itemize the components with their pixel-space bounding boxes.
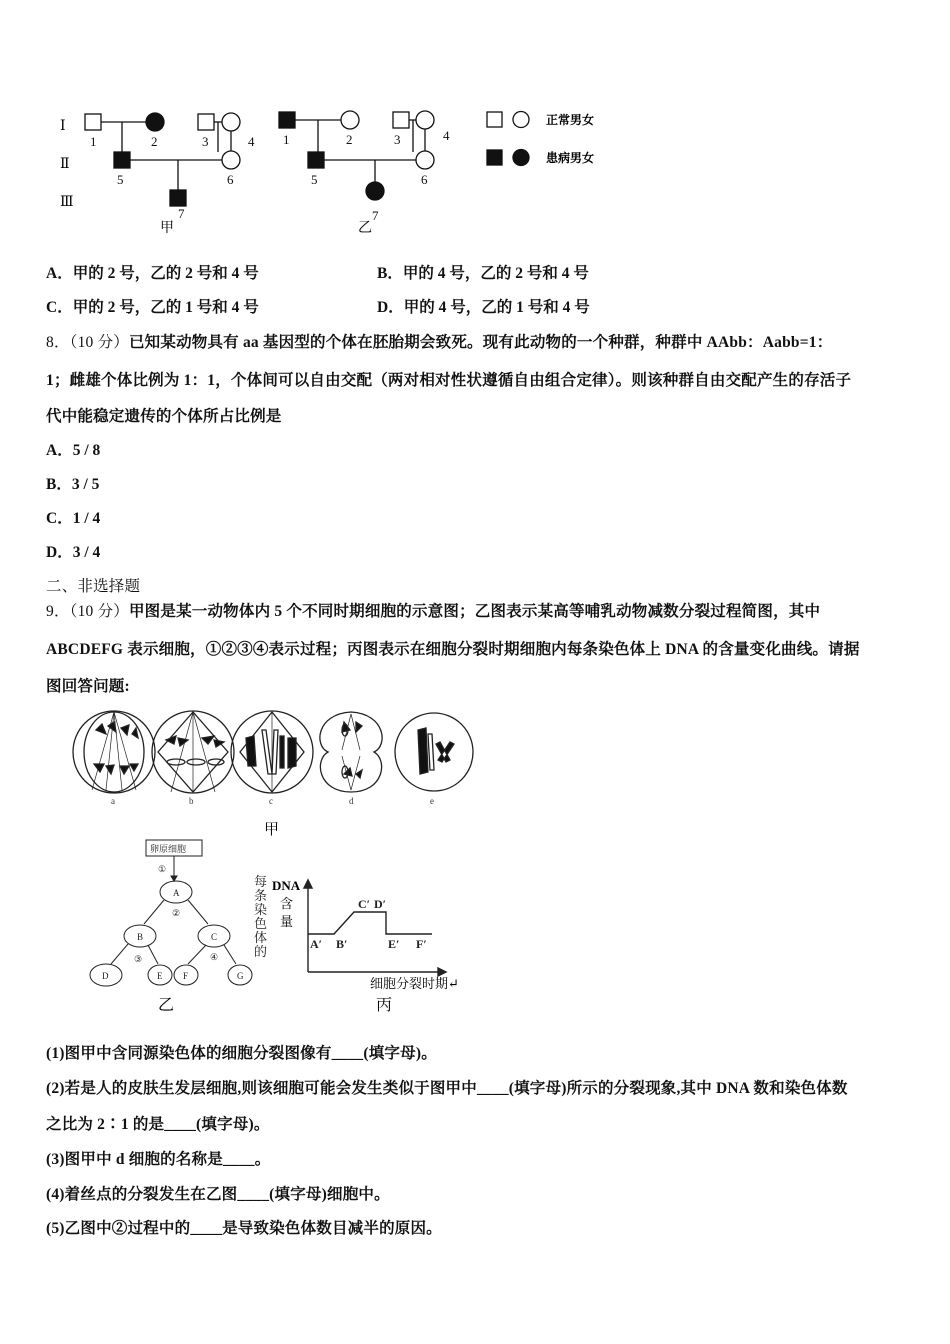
pedigree-yi (279, 111, 434, 200)
bing-point-e: E′ (388, 937, 400, 951)
jia-iii7-affected-male (170, 190, 186, 206)
jia-ii6-normal-female (222, 151, 240, 169)
yi-num-1: 1 (283, 132, 290, 147)
bing-ylabel-side-char: 体 (254, 930, 268, 945)
bing-point-f: F′ (416, 937, 427, 951)
legend-affected-female-icon (513, 150, 529, 166)
legend-normal-label: 正常男女 (546, 113, 595, 127)
yi-ii5-affected-male (308, 152, 324, 168)
q9-number: 9．（10 分） (46, 603, 129, 620)
jia-num-5: 5 (117, 172, 124, 187)
jia-num-3: 3 (202, 134, 209, 149)
node-label-f: F (183, 971, 189, 981)
q8-stem-line-2: 1；雌雄个体比例为 1：1，个体间可以自由交配（两对相对性状遵循自由组合定律）。则该种群自由交配产生的存活子 (46, 372, 852, 389)
q8-number: 8．（10 分） (46, 334, 129, 351)
q8-option-a[interactable]: A．5 / 8 (46, 442, 101, 459)
node-label-d: D (102, 971, 109, 981)
cell-label-e: e (430, 796, 434, 806)
yi-i4-normal-female (416, 111, 434, 129)
figure-jia-caption: 甲 (264, 822, 280, 838)
q8-text-1: 已知某动物具有 aa 基因型的个体在胚胎期会致死。现有此动物的一个种群，种群中 AAbb：Aabb=1： (128, 334, 833, 351)
cell-label-d: d (349, 796, 354, 806)
legend-normal-female-icon (513, 112, 529, 128)
bing-point-d: D′ (374, 897, 387, 911)
q9-sub-2: (2)若是人的皮肤生发层细胞,则该细胞可能会发生类似于图甲中____(填字母)所示的分裂现象,其中 DNA 数和染色体数 (46, 1080, 848, 1097)
step-1: ① (158, 864, 167, 874)
step-4: ④ (210, 952, 219, 962)
jia-num-4: 4 (248, 134, 255, 149)
bing-ylabel-sub-2: 量 (280, 914, 294, 929)
jia-i2-affected-female (146, 113, 164, 131)
q7-option-c[interactable]: C．甲的 2 号，乙的 1 号和 4 号 (46, 299, 259, 316)
cell-e (395, 713, 473, 791)
q9-sub-1: (1)图甲中含同源染色体的细胞分裂图像有____(填字母)。 (46, 1045, 437, 1062)
jia-i1-normal-male (85, 114, 101, 130)
oogonium-label: 卵原细胞 (150, 844, 187, 854)
bing-ylabel-side (254, 874, 267, 959)
jia-i4-normal-female (222, 113, 240, 131)
legend-affected-label: 患病男女 (546, 151, 595, 165)
pedigree-figure (50, 100, 650, 240)
q8-option-b[interactable]: B．3 / 5 (46, 476, 100, 493)
q9-stem-line-1 (46, 599, 820, 621)
bing-xlabel: 细胞分裂时期↵ (370, 976, 459, 991)
bing-ylabel-top: DNA (272, 878, 301, 893)
bing-dna-curve (308, 912, 432, 934)
step-3: ③ (134, 954, 143, 964)
q9-sub-2-cont: 之比为 2∶1 的是____(填字母)。 (46, 1116, 270, 1133)
gen-label-1: Ⅰ (60, 119, 66, 134)
cell-d (320, 712, 382, 792)
pedigree-jia-numbers (90, 134, 255, 221)
bing-ylabel-side-char: 染 (254, 902, 268, 917)
bing-point-c: C′ (358, 897, 371, 911)
q9-sub-4: (4)着丝点的分裂发生在乙图____(填字母)细胞中。 (46, 1186, 390, 1203)
node-label-e: E (157, 971, 163, 981)
legend-normal-male-icon (487, 112, 502, 127)
node-label-c: C (211, 932, 218, 942)
yi-num-3: 3 (394, 132, 401, 147)
pedigree-yi-label: 乙 (358, 221, 372, 236)
yi-i1-affected-male (279, 112, 295, 128)
node-label-b: B (137, 932, 144, 942)
q9-stem-line-3: 图回答问题: (46, 678, 130, 695)
bing-ylabel-side-char: 色 (254, 916, 268, 931)
q9-text-1: 甲图是某一动物体内 5 个不同时期细胞的示意图；乙图表示某高等哺乳动物减数分裂过程简图，其中 (128, 603, 821, 620)
q8-option-c[interactable]: C．1 / 4 (46, 510, 101, 527)
bing-ylabel-side-char: 每 (254, 874, 268, 889)
jia-num-1: 1 (90, 134, 97, 149)
yi-num-5: 5 (311, 172, 318, 187)
jia-num-6: 6 (227, 172, 234, 187)
q8-stem-line-1 (46, 330, 832, 352)
figure-jia-cells (66, 700, 486, 840)
pedigree-jia (85, 113, 240, 206)
yi-i3-normal-male (393, 112, 409, 128)
yi-num-6: 6 (421, 172, 428, 187)
node-label-g: G (237, 971, 244, 981)
yi-ii6-normal-female (416, 151, 434, 169)
q7-option-a[interactable]: A．甲的 2 号，乙的 2 号和 4 号 (46, 265, 259, 282)
svg-text:每条染色体的 (254, 874, 267, 959)
bing-ylabel-sub-1: 含 (280, 896, 294, 911)
gen-label-3: Ⅲ (60, 195, 74, 210)
node-label-a: A (173, 888, 180, 898)
figure-bing-chart (246, 872, 476, 1016)
yi-i2-normal-female (341, 111, 359, 129)
q9-stem-line-2: ABCDEFG 表示细胞，①②③④表示过程；丙图表示在细胞分裂时期细胞内每条染色体上 DNA 的含量变化曲线。请据 (46, 641, 860, 658)
figure-bing-caption: 丙 (376, 997, 393, 1014)
cell-b (152, 711, 234, 793)
q8-stem-line-3: 代中能稳定遗传的个体所占比例是 (46, 408, 282, 425)
step-2: ② (172, 908, 181, 918)
cell-label-c: c (269, 796, 273, 806)
q9-sub-5: (5)乙图中②过程中的____是导致染色体数目减半的原因。 (46, 1220, 442, 1237)
jia-i3-normal-male (198, 114, 214, 130)
bing-ylabel-side-char: 的 (254, 944, 268, 959)
q9-sub-3: (3)图甲中 d 细胞的名称是____。 (46, 1151, 271, 1168)
yi-num-7: 7 (372, 208, 379, 223)
pedigree-legend (487, 112, 529, 166)
figure-yi-diagram (86, 838, 266, 1018)
cell-a (73, 711, 155, 793)
cell-label-b: b (189, 796, 194, 806)
legend-affected-male-icon (487, 150, 502, 165)
jia-num-2: 2 (151, 134, 158, 149)
q8-option-d[interactable]: D．3 / 4 (46, 544, 101, 561)
jia-ii5-affected-male (114, 152, 130, 168)
bing-ylabel-side-char: 条 (254, 888, 268, 903)
jia-num-7: 7 (178, 206, 185, 221)
cell-label-a: a (111, 796, 115, 806)
q7-option-b[interactable]: B．甲的 4 号，乙的 2 号和 4 号 (377, 265, 589, 282)
gen-label-2: Ⅱ (60, 157, 70, 172)
bing-point-a: A′ (310, 937, 323, 951)
pedigree-jia-label: 甲 (160, 221, 174, 236)
yi-num-4: 4 (443, 128, 450, 143)
bing-point-b: B′ (336, 937, 348, 951)
q7-option-d[interactable]: D．甲的 4 号，乙的 1 号和 4 号 (377, 299, 590, 316)
yi-iii7-affected-female (366, 182, 384, 200)
section-heading: 二、非选择题 (46, 578, 141, 595)
figure-yi-caption: 乙 (158, 997, 175, 1014)
cell-c (231, 711, 313, 793)
yi-num-2: 2 (346, 132, 353, 147)
